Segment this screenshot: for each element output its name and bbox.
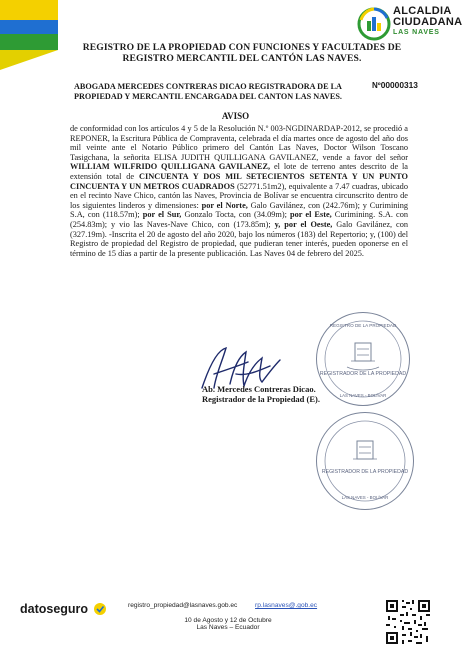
body-part-6: Curimining. S.A. con (254.83m); y vio las Naves-Nave Chico, con (173.85m); <box>70 210 409 229</box>
body-part-1: de conformidad con los artículos 4 y 5 de la Resolución N.º 003-NGDINARDAP-2012, se procedió a REPONER, la Escritura Pública de Compraventa, celebrada el día martes once de agosto del año dos mil veinte ante el Notario Público primero del Cantón Las Naves, Doctor Wilson Toscano Tasigchana, la señorita ELISA JUDITH QUILLIGANA GAVILANEZ, vende a favor del señor <box>70 124 408 162</box>
notice-body <box>70 124 408 258</box>
footer-email-2[interactable]: rp.lasnaves@.gob.ec <box>255 602 318 609</box>
subtitle-line-1: ABOGADA MERCEDES CONTRERAS DICAO REGISTRADORA DE LA <box>74 82 342 91</box>
signature-block <box>202 384 320 404</box>
official-seal-second <box>316 412 414 510</box>
area-words: CINCUENTA Y DOS MIL SETECIENTOS SETENTA Y UN PUNTO CINCUENTA Y UN METROS CUADRADOS <box>70 171 408 191</box>
document-number: Nº00000313 <box>372 80 418 90</box>
north-label: por el Norte, <box>201 200 248 210</box>
logo-line-3: LAS NAVES <box>393 29 440 36</box>
subtitle-line-2: PROPIEDAD Y MERCANTIL ENCARGADA DEL CANTON LAS NAVES. <box>74 92 342 101</box>
seal2-bottom-text: LAS NAVES - BOLÍVAR <box>341 495 389 500</box>
qr-code <box>384 598 432 646</box>
body-part-5: Gonzalo Tocta, con (34.09m); <box>181 210 291 220</box>
seal-center-text: REGISTRADOR DE LA PROPIEDAD <box>319 371 407 377</box>
aviso-heading: AVISO <box>221 111 250 121</box>
footer-city: Las Naves – Ecuador <box>196 624 260 631</box>
west-label: y, por el Oeste, <box>274 219 333 229</box>
document-number-value: 00000313 <box>380 80 418 90</box>
body-part-2: el lote de terreno antes descrito de la extensión total de <box>70 162 408 181</box>
seal-bottom-text: LAS NAVES - BOLÍVAR <box>339 393 387 398</box>
datoseguro-logo <box>20 600 107 618</box>
seal2-center-text: REGISTRADOR DE LA PROPIEDAD <box>321 469 409 475</box>
south-label: por el Sur, <box>142 210 182 220</box>
title-line-1: REGISTRO DE LA PROPIEDAD CON FUNCIONES Y FACULTADES DE <box>82 42 402 53</box>
body-part-4: Galo Gavilánez, con (242.76m); y Curimining S.A, con (118.57m); <box>70 200 408 220</box>
footer-contact <box>128 602 328 631</box>
signer-role: Registrador de la Propiedad (E). <box>202 394 320 404</box>
logo-line-2: CIUDADANA <box>393 16 463 28</box>
body-part-7: Galo Gavilánez, con (327.19m). -Inscrita el 20 de agosto del año 2020, bajo los números (183) del Repertorio; y, (100) del Registro de propiedad del Registro de propiedad, que pudieran tener interés, pueden oponerse en el término de 15 días a partir de la presente publicación. Las Naves 04 de febrero del 2025. <box>70 219 408 258</box>
east-label: por el Este, <box>290 210 332 220</box>
header-color-bar <box>0 0 58 70</box>
footer-email-1[interactable]: registro_propiedad@lasnaves.gob.ec <box>128 602 238 609</box>
registrar-subtitle <box>74 82 364 102</box>
footer-brand: datoseguro <box>20 602 89 616</box>
logo-line-1: ALCALDIA <box>393 5 452 17</box>
buyer-name: WILLIAM WILFRIDO QUILLIGANA GAVILANEZ, <box>70 162 271 172</box>
footer-address: 10 de Agosto y 12 de Octubre <box>184 617 272 624</box>
signer-name: Ab. Mercedes Contreras Dicao. <box>202 384 316 394</box>
official-seal <box>316 312 410 406</box>
document-title <box>62 42 422 64</box>
seal-top-text: REGISTRO DE LA PROPIEDAD <box>329 323 397 328</box>
title-line-2: REGISTRO MERCANTIL DEL CANTÓN LAS NAVES. <box>122 53 362 64</box>
datoseguro-icon <box>93 602 107 616</box>
alcaldia-logo <box>357 4 465 44</box>
city-emblem-icon <box>357 6 391 42</box>
body-part-3: (52771.51m2), equivalente a 7.47 cuadras, ubicado en el recinto Nave Chico, cantón las Naves, Provincia de Bolívar se encuentra circunscrito dentro de los siguientes linderos y dimensiones: <box>70 181 408 210</box>
